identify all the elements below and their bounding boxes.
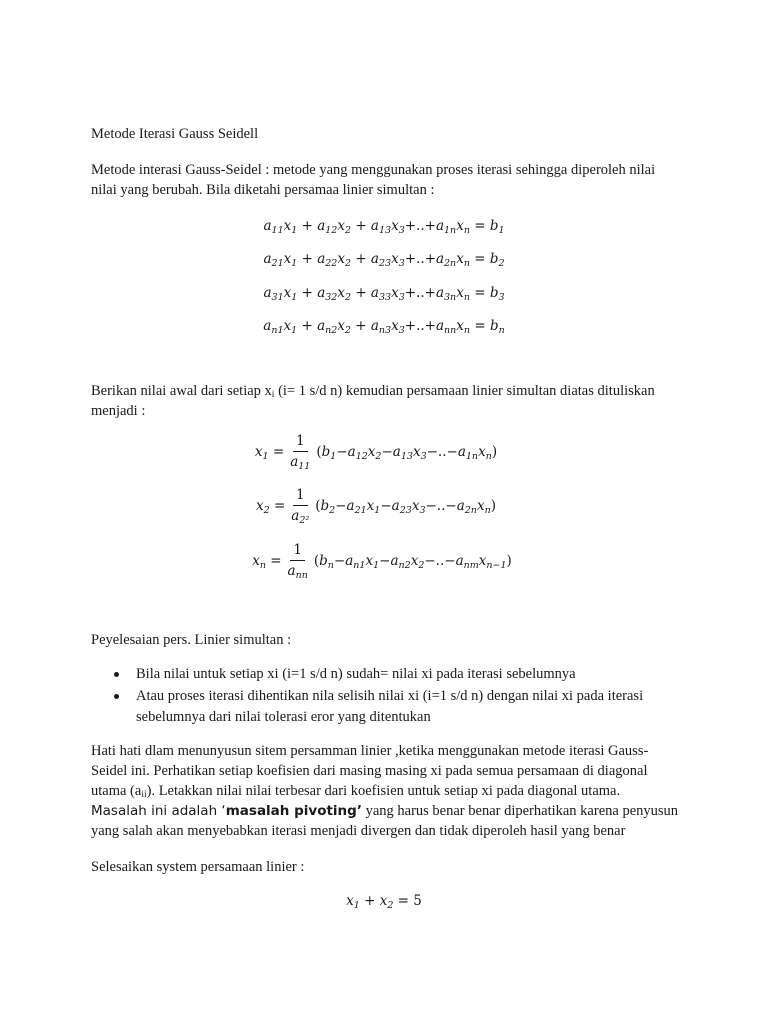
initial-value-line-2: menjadi :: [91, 403, 146, 419]
pivoting-emphasis: masalah pivoting’: [225, 803, 362, 819]
equation-row-1: $a_{11}x_1 + a_{12}x_2 + a_{13}x_3+..+a_{1n}x_n = b_1$: [263, 218, 505, 236]
intro-line-2: nilai yang berubah. Bila diketahi persamaa linier simultan :: [91, 182, 435, 198]
exercise-equation: $x_1 + x_2 = 5$: [346, 893, 422, 911]
intro-line-1: Metode interasi Gauss-Seidel : metode yang menggunakan proses iterasi sehingga diperoleh nilai: [91, 162, 656, 178]
formula-xn: $x_n$ = $\frac{1}{a_{nn}}$ $(b_n-a_{n1}x_1-a_{n2}x_2-..-a_{nm}x_{n-1})$: [252, 542, 512, 581]
list-item: Bila nilai untuk setiap xi (i=1 s/d n) sudah= nilai xi pada iterasi sebelumnya: [110, 664, 680, 685]
formula-x1: $x_1$ = $\frac{1}{a_{11}}$ $(b_1-a_{12}x_2-a_{13}x_3-..-a_{1n}x_n)$: [254, 433, 498, 472]
equation-row-3: $a_{31}x_1 + a_{32}x_2 + a_{33}x_3+..+a_{3n}x_n = b_3$: [263, 285, 505, 303]
warning-line-3: utama (aii). Letakkan nilai nilai terbesar dari koefisien untuk setiap xi pada diagonal utama.: [91, 783, 621, 800]
equation-row-2: $a_{21}x_1 + a_{22}x_2 + a_{23}x_3+..+a_{2n}x_n = b_2$: [263, 251, 505, 269]
solution-heading: Peyelesaian pers. Linier simultan :: [91, 632, 292, 648]
document-title: Metode Iterasi Gauss Seidell: [91, 126, 259, 142]
bullet-icon: [114, 672, 119, 677]
warning-line-1: Hati hati dlam menunyusun sitem persamman linier ,ketika menggunakan metode iterasi Gauss-: [91, 743, 649, 759]
initial-value-line-1: Berikan nilai awal dari setiap xi (i= 1 s/d n) kemudian persamaan linier simultan diatas dituliskan: [91, 383, 655, 400]
warning-line-5: yang salah akan menyebabkan iterasi menjadi divergen dan tidak diperoleh hasil yang benar: [91, 823, 626, 839]
formula-x2: $x_2$ = $\frac{1}{a_{2^2}}$ $(b_2-a_{21}x_1-a_{23}x_3-..-a_{2n}x_n)$: [256, 487, 496, 526]
solution-bullet-list: [110, 664, 680, 729]
exercise-heading: Selesaikan system persamaan linier :: [91, 859, 305, 875]
list-item: Atau proses iterasi dihentikan nila selisih nilai xi (i=1 s/d n) dengan nilai xi pada iterasi sebelumnya dari nilai tolerasi eror yang ditentukan: [110, 686, 680, 728]
equation-row-n: $a_{n1}x_1 + a_{n2}x_2 + a_{n3}x_3+..+a_{nn}x_n = b_n$: [263, 318, 505, 336]
warning-line-4: Masalah ini adalah ‘masalah pivoting’ yang harus benar benar diperhatikan karena penyusun: [91, 803, 679, 819]
bullet-icon: [114, 694, 119, 699]
warning-line-2: Seidel ini. Perhatikan setiap koefisien dari masing masing xi pada semua persamaan di diagonal: [91, 763, 648, 779]
